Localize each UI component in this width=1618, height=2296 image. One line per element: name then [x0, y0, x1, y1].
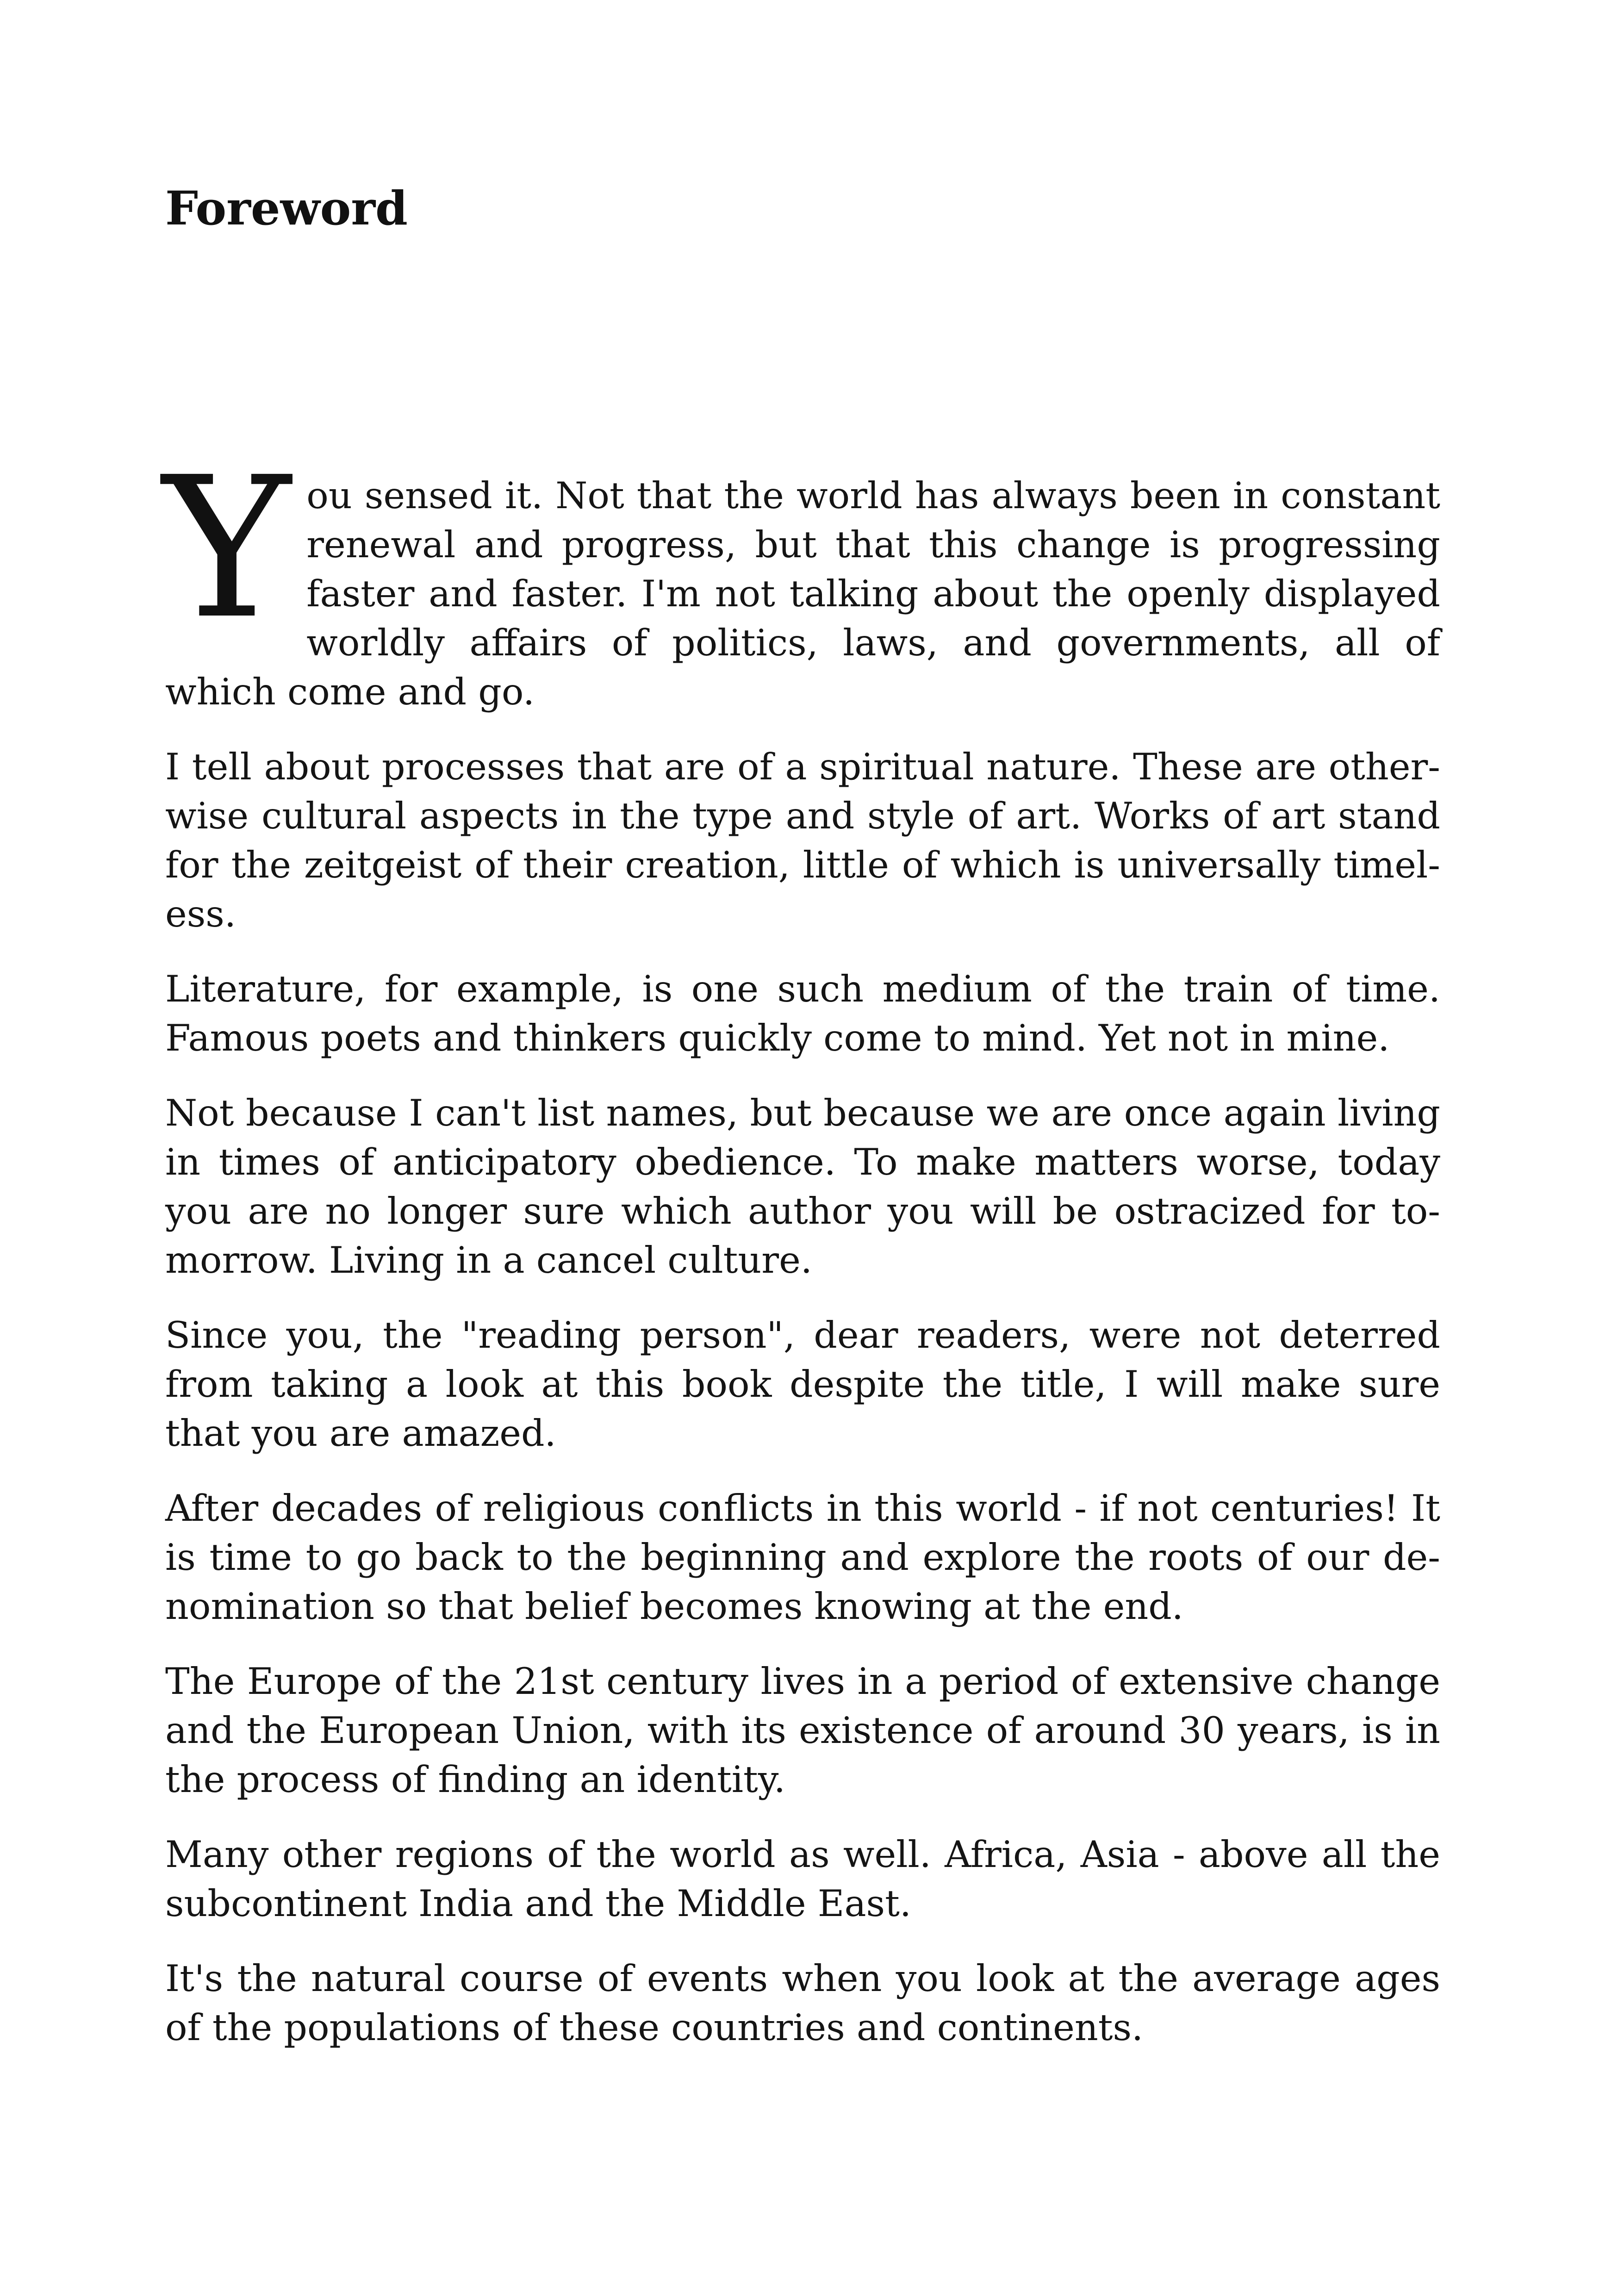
paragraph: Since you, the "reading person", dear readers, were not deterred from taking a look at this book despite the title, I will make sure that you are amazed.: [165, 1314, 1440, 1455]
drop-cap-initial: Y: [162, 436, 291, 662]
paragraph: Many other regions of the world as well. Africa, Asia - above all the subcontinent India and the Middle East.: [165, 1833, 1440, 1925]
paragraph: After decades of religious conflicts in this world - if not centuries! It is time to go back to the beginning and explore the roots of our denomination so that belief becomes knowing at the end.: [165, 1487, 1440, 1628]
chapter-heading: Foreword: [165, 181, 408, 236]
paragraph: Not because I can't list names, but because we are once again living in times of anticipatory obedience. To make matters worse, today you are no longer sure which author you will be ostracized for tomorrow. Living in a cancel culture.: [165, 1092, 1440, 1282]
paragraph: Literature, for example, is one such medium of the train of time. Famous poets and thinkers quickly come to mind. Yet not in mine.: [165, 968, 1440, 1059]
opening-paragraph-text: ou sensed it. Not that the world has always been in constant renewal and progress, but that this change is progressing faster and faster. I'm not talking about the openly displayed worldly affairs of politics, laws, and governments, all of which come and go.: [165, 474, 1440, 713]
paragraph: It's the natural course of events when you look at the average ages of the populations of these countries and continents.: [165, 1957, 1440, 2049]
paragraph: I tell about processes that are of a spiritual nature. These are otherwise cultural aspects in the type and style of art. Works of art stand for the zeitgeist of their creation, little of which is universally timeless.: [165, 746, 1440, 935]
opening-paragraph: [162, 436, 1440, 716]
chapter-body: [162, 436, 1440, 2078]
paragraph: The Europe of the 21st century lives in a period of extensive change and the European Union, with its existence of around 30 years, is in the process of finding an identity.: [165, 1660, 1440, 1801]
